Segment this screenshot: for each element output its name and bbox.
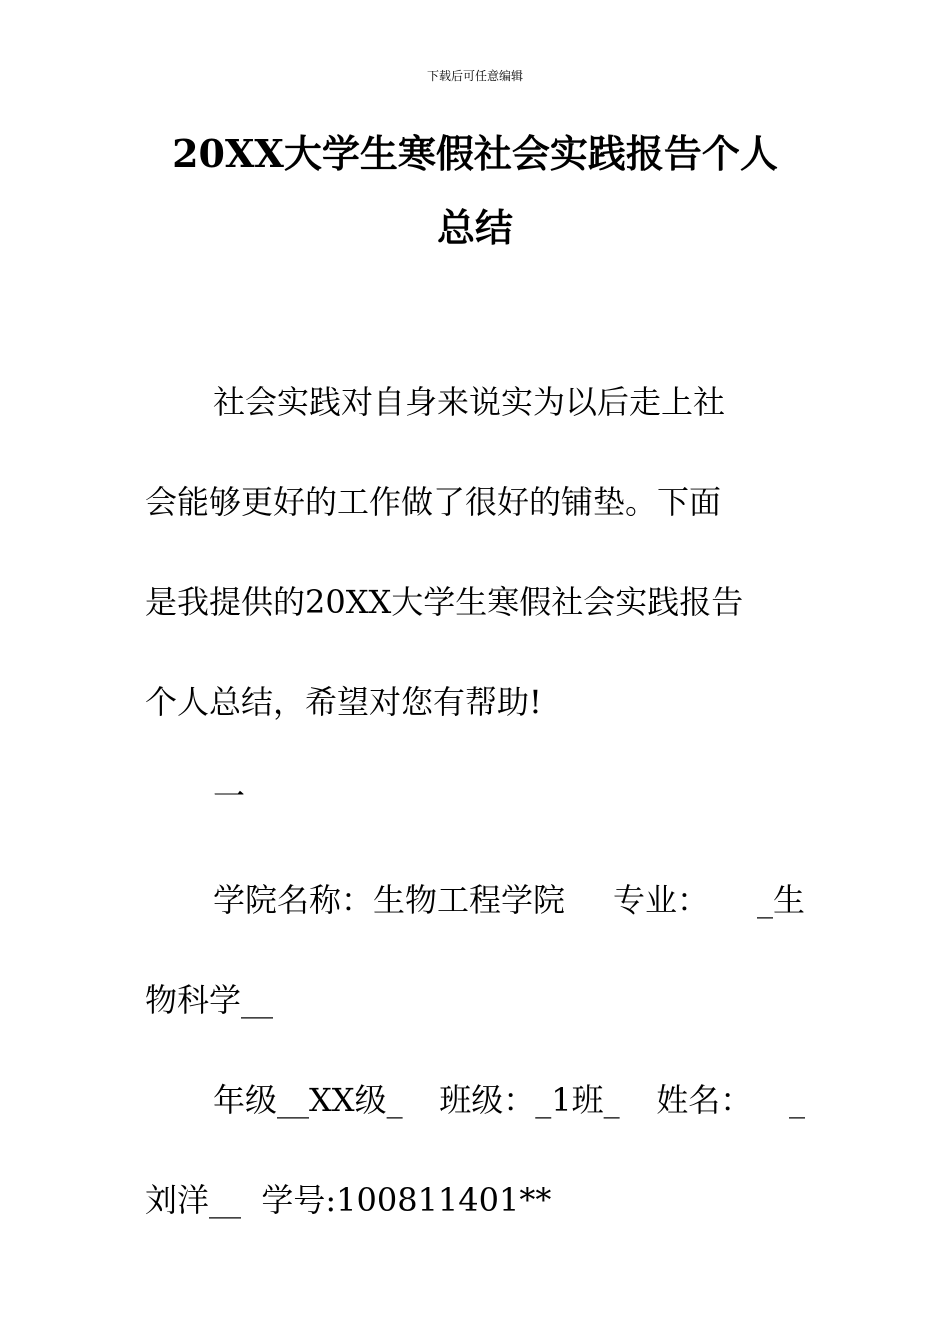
info-line-2: 物科学__ [145, 981, 274, 1019]
intro-line-2: 会能够更好的工作做了很好的铺垫。下面 [145, 483, 722, 521]
major-label: 专业： [612, 881, 709, 919]
intro-line-3: 是我提供的20XX大学生寒假社会实践报告 [145, 583, 744, 621]
intro-line-1: 社会实践对自身来说实为以后走上社 [213, 383, 726, 421]
document-title-line-2: 总结 [436, 205, 513, 250]
info-line-3 [145, 1080, 805, 1120]
intro-line-4: 个人总结，希望对您有帮助! [145, 683, 542, 721]
document-title-line-1: 20XX大学生寒假社会实践报告个人 [172, 131, 778, 176]
name-value-start: _ [788, 1081, 805, 1119]
major-value-start: _生 [756, 881, 805, 919]
section-number: 一 [213, 777, 246, 815]
college-field: 学院名称：生物工程学院 [213, 881, 566, 919]
grade-field: 年级__XX级_ [213, 1081, 403, 1119]
name-label: 姓名： [656, 1081, 753, 1119]
info-line-1 [145, 880, 805, 920]
header-note: 下载后可任意编辑 [426, 69, 523, 83]
class-field: 班级：_1班_ [439, 1081, 620, 1119]
info-line-4: 刘洋__ 学号:100811401** [145, 1181, 552, 1219]
